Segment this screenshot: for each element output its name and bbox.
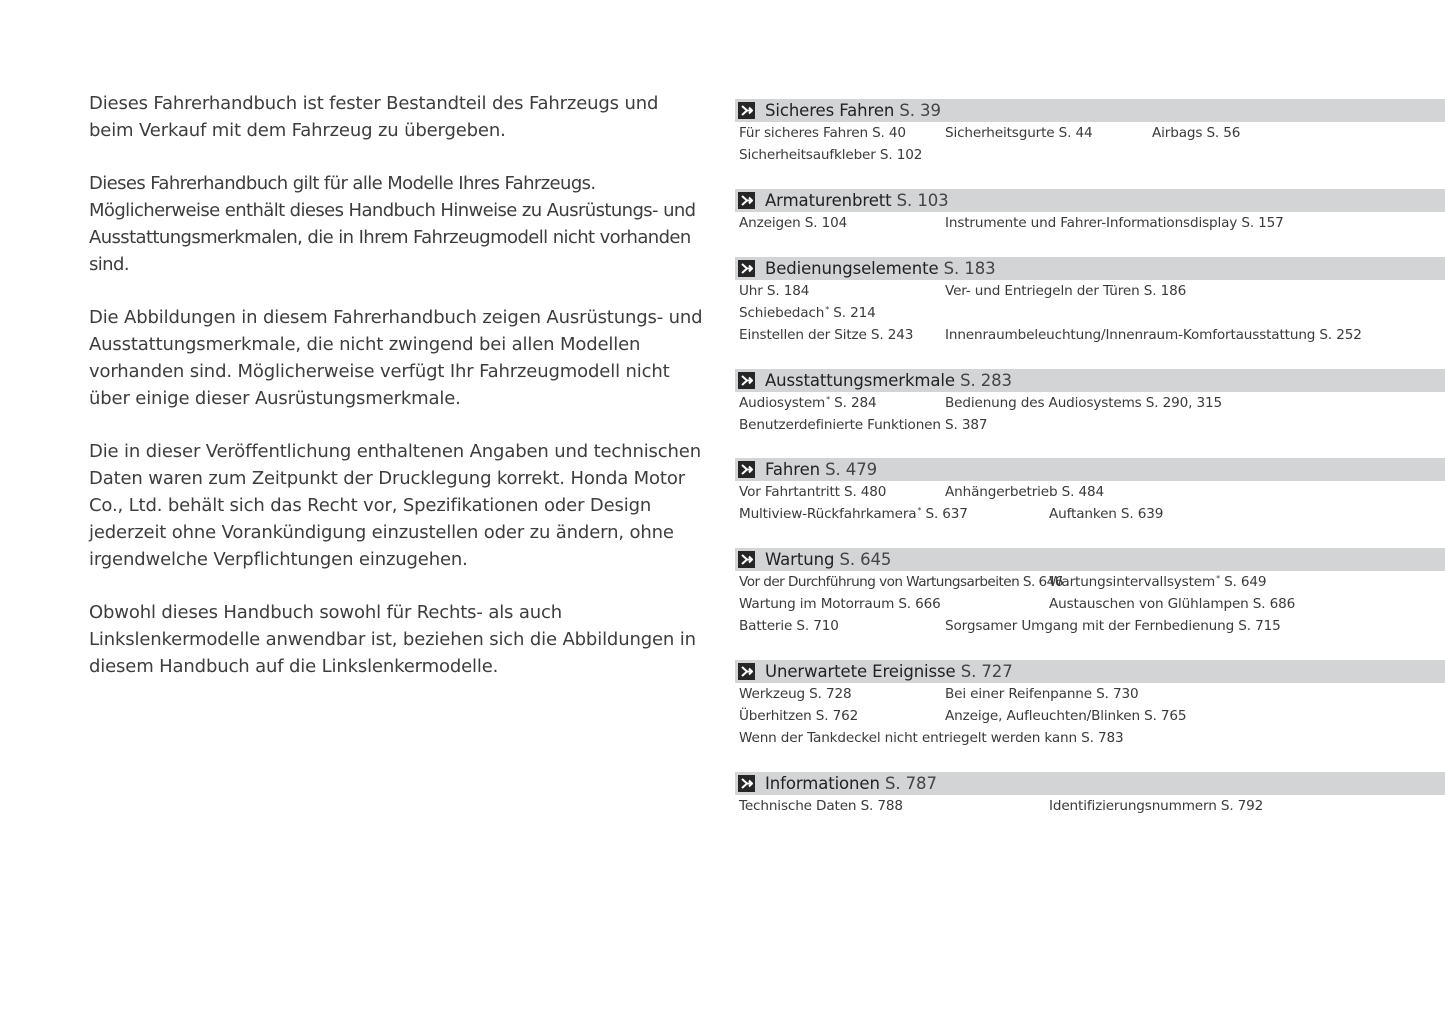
section-page: S. 645 — [839, 550, 892, 569]
intro-paragraph-4: Die in dieser Veröffentlichung enthaltenen Angaben und technischen Daten waren zum Zeitpunkt der Drucklegung korrekt. Honda Motor Co., Ltd. behält sich das Recht vor, Spezifikationen oder Design jederzeit ohne Vorankündigung einzustellen oder zu ändern, ohne irgendwelche Verpflichtungen einzugehen. — [89, 441, 701, 570]
section-page: S. 787 — [884, 774, 937, 793]
intro-paragraph-5: Obwohl dieses Handbuch sowohl für Rechts- als auch Linkslenkermodelle anwendbar ist, beziehen sich die Abbildungen in diesem Handbuch auf die Linkslenkermodelle. — [89, 602, 696, 677]
toc-row — [735, 795, 1445, 817]
toc-section-informationen — [735, 772, 1445, 817]
toc-entry[interactable] — [739, 506, 968, 522]
arrow-right-box-icon — [738, 551, 755, 568]
section-name: Bedienungselemente — [765, 259, 939, 278]
toc-entry[interactable]: Wenn der Tankdeckel nicht entriegelt werden kann S. 783 — [739, 730, 1124, 746]
toc-section-unerwartete-ereignisse — [735, 660, 1445, 749]
toc-row — [735, 683, 1445, 705]
intro-paragraph-1: Dieses Fahrerhandbuch ist fester Bestandteil des Fahrzeugs und beim Verkauf mit dem Fahrzeug zu übergeben. — [89, 93, 659, 141]
toc-entry[interactable]: Ver- und Entriegeln der Türen S. 186 — [945, 283, 1187, 299]
entry-page: S. 214 — [833, 305, 876, 321]
toc-entry[interactable]: Anhängerbetrieb S. 484 — [945, 484, 1104, 500]
section-page: S. 479 — [825, 460, 877, 479]
toc-row — [735, 503, 1445, 525]
toc-section-header[interactable] — [735, 458, 1445, 481]
footnote-marker: * — [826, 395, 830, 404]
toc-section-header[interactable] — [735, 189, 1445, 212]
entry-label: Schiebedach — [739, 305, 825, 321]
intro-paragraph-2: Dieses Fahrerhandbuch gilt für alle Modelle Ihres Fahrzeugs. Möglicherweise enthält dieses Handbuch Hinweise zu Ausrüstungs- und Ausstattungsmerkmalen, die in Ihrem Fahrzeugmodell nicht vorhanden sind. — [89, 173, 696, 275]
entry-page: S. 284 — [834, 395, 877, 411]
toc-section-title — [765, 101, 941, 120]
toc-section-header[interactable] — [735, 660, 1445, 683]
toc-row — [735, 144, 1445, 166]
toc-entry[interactable]: Sicherheitsaufkleber S. 102 — [739, 147, 923, 163]
arrow-right-box-icon — [738, 102, 755, 119]
arrow-right-box-icon — [738, 775, 755, 792]
toc-entry[interactable]: Auftanken S. 639 — [1049, 506, 1164, 522]
toc-entry[interactable]: Identifizierungsnummern S. 792 — [1049, 798, 1264, 814]
section-page: S. 103 — [896, 191, 949, 210]
toc-entry[interactable]: Benutzerdefinierte Funktionen S. 387 — [739, 417, 988, 433]
toc-entry[interactable] — [1049, 574, 1266, 590]
toc-entry[interactable]: Uhr S. 184 — [739, 283, 810, 299]
toc-row — [735, 212, 1445, 234]
toc-row — [735, 392, 1445, 414]
toc-section-ausstattungsmerkmale — [735, 369, 1445, 436]
toc-section-title — [765, 774, 937, 793]
toc-section-header[interactable] — [735, 772, 1445, 795]
section-name: Informationen — [765, 774, 880, 793]
section-name: Unerwartete Ereignisse — [765, 662, 956, 681]
toc-section-title — [765, 191, 949, 210]
toc-row — [735, 615, 1445, 637]
toc-section-header[interactable] — [735, 99, 1445, 122]
arrow-right-box-icon — [738, 192, 755, 209]
footnote-marker: * — [917, 506, 922, 515]
entry-label: Multiview-Rückfahrkamera — [739, 506, 917, 522]
toc-entry[interactable]: Anzeigen S. 104 — [739, 215, 848, 231]
toc-row — [735, 302, 1445, 324]
toc-section-title — [765, 460, 877, 479]
toc-entry[interactable]: Innenraumbeleuchtung/Innenraum-Komfortausstattung S. 252 — [945, 327, 1362, 343]
entry-page: S. 649 — [1224, 574, 1267, 590]
toc-section-fahren — [735, 458, 1445, 525]
toc-row — [735, 122, 1445, 144]
intro-paragraph-3: Die Abbildungen in diesem Fahrerhandbuch zeigen Ausrüstungs- und Ausstattungsmerkmale, die nicht zwingend bei allen Modellen vorhanden sind. Möglicherweise verfügt Ihr Fahrzeugmodell nicht über einige dieser Ausrüstungsmerkmale. — [89, 307, 703, 409]
entry-label: Wartungsintervallsystem — [1049, 574, 1216, 590]
toc-section-sicheres-fahren — [735, 99, 1445, 166]
toc-entry[interactable]: Technische Daten S. 788 — [739, 798, 903, 814]
section-name: Sicheres Fahren — [765, 101, 895, 120]
toc-row — [735, 571, 1445, 593]
section-page: S. 183 — [943, 259, 996, 278]
toc-row — [735, 414, 1445, 436]
toc-entry[interactable]: Wartung im Motorraum S. 666 — [739, 596, 941, 612]
toc-entry[interactable]: Austauschen von Glühlampen S. 686 — [1049, 596, 1296, 612]
toc-row — [735, 593, 1445, 615]
toc-section-wartung — [735, 548, 1445, 637]
toc-entry[interactable]: Sicherheitsgurte S. 44 — [945, 125, 1093, 141]
section-name: Armaturenbrett — [765, 191, 892, 210]
arrow-right-box-icon — [738, 372, 755, 389]
toc-row — [735, 280, 1445, 302]
toc-section-bedienungselemente — [735, 257, 1445, 346]
toc-entry[interactable]: Airbags S. 56 — [1152, 125, 1241, 141]
toc-section-title — [765, 371, 1012, 390]
toc-section-armaturenbrett — [735, 189, 1445, 234]
toc-entry[interactable]: Bedienung des Audiosystems S. 290, 315 — [945, 395, 1222, 411]
toc-row — [735, 727, 1445, 749]
section-name: Ausstattungsmerkmale — [765, 371, 955, 390]
toc-entry[interactable]: Für sicheres Fahren S. 40 — [739, 125, 906, 141]
section-name: Fahren — [765, 460, 820, 479]
entry-page: S. 637 — [925, 506, 968, 522]
toc-entry[interactable]: Batterie S. 710 — [739, 618, 839, 634]
arrow-right-box-icon — [738, 461, 755, 478]
toc-row — [735, 481, 1445, 503]
toc-entry[interactable]: Instrumente und Fahrer-Informationsdisplay S. 157 — [945, 215, 1284, 231]
toc-section-header[interactable] — [735, 369, 1445, 392]
section-page: S. 283 — [960, 371, 1012, 390]
toc-section-title — [765, 662, 1013, 681]
arrow-right-box-icon — [738, 663, 755, 680]
toc-entry[interactable]: Vor der Durchführung von Wartungsarbeiten S. 646 — [739, 574, 1063, 590]
toc-entry[interactable]: Sorgsamer Umgang mit der Fernbedienung S. 715 — [945, 618, 1281, 634]
toc-entry[interactable]: Überhitzen S. 762 — [739, 708, 859, 724]
footnote-marker: * — [825, 305, 830, 314]
toc-entry[interactable]: Bei einer Reifenpanne S. 730 — [945, 686, 1139, 702]
toc-row — [735, 705, 1445, 727]
intro-column — [89, 91, 719, 707]
toc-entry[interactable]: Anzeige, Aufleuchten/Blinken S. 765 — [945, 708, 1187, 724]
section-page: S. 727 — [960, 662, 1013, 681]
toc-row — [735, 324, 1445, 346]
section-name: Wartung — [765, 550, 835, 569]
toc-entry[interactable] — [739, 305, 876, 321]
entry-label: Audiosystem — [739, 395, 826, 411]
toc-section-title — [765, 550, 891, 569]
footnote-marker: * — [1216, 574, 1220, 583]
section-page: S. 39 — [899, 101, 941, 120]
arrow-right-box-icon — [738, 260, 755, 277]
toc-section-title — [765, 259, 996, 278]
toc-entry[interactable] — [739, 395, 877, 411]
toc-entry[interactable]: Vor Fahrtantritt S. 480 — [739, 484, 887, 500]
toc-entry[interactable]: Einstellen der Sitze S. 243 — [739, 327, 914, 343]
toc-entry[interactable]: Werkzeug S. 728 — [739, 686, 852, 702]
toc-section-header[interactable] — [735, 548, 1445, 571]
toc-section-header[interactable] — [735, 257, 1445, 280]
